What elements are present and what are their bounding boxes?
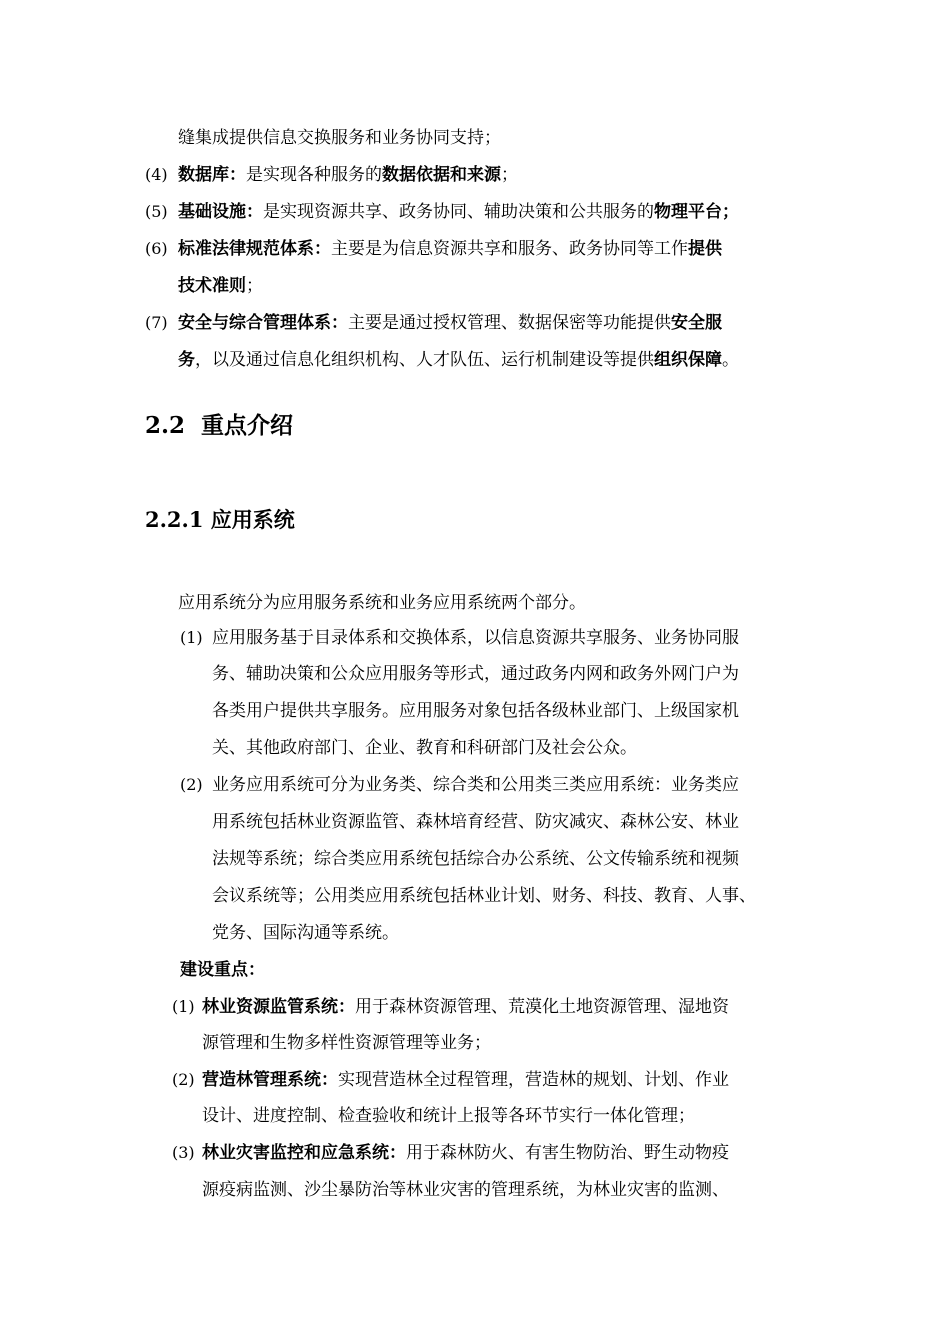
- intro-paragraph: 应用系统分为应用服务系统和业务应用系统两个部分。: [178, 593, 586, 613]
- section-number: 2.2.1: [145, 507, 204, 532]
- term: 基础设施：: [178, 202, 263, 222]
- key-item-line: 设计、进度控制、检查验收和统计上报等各环节实行一体化管理；: [202, 1106, 695, 1126]
- app-item-line: 党务、国际沟通等系统。: [212, 923, 399, 943]
- emphasis: 安全服: [671, 313, 722, 333]
- app-item-line: 应用服务基于目录体系和交换体系，以信息资源共享服务、业务协同服: [212, 628, 739, 648]
- emphasis: 技术准则: [178, 276, 246, 296]
- list-number: (1): [180, 628, 203, 647]
- list-item-standards-cont: [178, 274, 263, 298]
- section-title: 重点介绍: [201, 412, 294, 439]
- section-heading-2-2-1: [145, 506, 295, 534]
- punct: ；: [246, 276, 263, 296]
- section-title: 应用系统: [210, 507, 295, 532]
- desc: 是实现各种服务的: [246, 165, 382, 185]
- term: 安全与综合管理体系：: [178, 313, 348, 333]
- list-item-security: [178, 311, 722, 335]
- key-points-heading: 建设重点：: [180, 960, 265, 980]
- list-number: (4): [145, 165, 168, 184]
- list-number: (7): [145, 313, 168, 332]
- list-number: (6): [145, 239, 168, 258]
- app-item-line: 法规等系统；综合类应用系统包括综合办公系统、公文传输系统和视频: [212, 849, 739, 869]
- list-number: (2): [180, 775, 203, 794]
- key-item-line: [202, 1141, 729, 1165]
- desc: ，以及通过信息化组织机构、人才队伍、运行机制建设等提供: [195, 350, 654, 370]
- term: 标准法律规范体系：: [178, 239, 331, 259]
- app-item-line: 务、辅助决策和公众应用服务等形式，通过政务内网和政务外网门户为: [212, 664, 739, 684]
- list-item-security-cont: [178, 348, 739, 372]
- list-continuation: 缝集成提供信息交换服务和业务协同支持；: [178, 128, 501, 148]
- term: 营造林管理系统：: [202, 1070, 338, 1090]
- term: 林业灾害监控和应急系统：: [202, 1143, 406, 1163]
- desc: 主要是通过授权管理、数据保密等功能提供: [348, 313, 671, 333]
- desc: 主要是为信息资源共享和服务、政务协同等工作: [331, 239, 688, 259]
- emphasis: 务: [178, 350, 195, 370]
- app-item-line: 业务应用系统可分为业务类、综合类和公用类三类应用系统：业务类应: [212, 775, 739, 795]
- list-item-standards: [178, 237, 722, 261]
- emphasis: 组织保障: [654, 350, 722, 370]
- key-item-line: [202, 995, 729, 1019]
- key-item-line: 源疫病监测、沙尘暴防治等林业灾害的管理系统，为林业灾害的监测、: [202, 1180, 729, 1200]
- app-item-line: 会议系统等；公用类应用系统包括林业计划、财务、科技、教育、人事、: [212, 886, 756, 906]
- desc: 用于森林防火、有害生物防治、野生动物疫: [406, 1143, 729, 1163]
- key-item-line: [202, 1068, 729, 1092]
- list-number: (5): [145, 202, 168, 221]
- emphasis: 物理平台；: [654, 202, 739, 222]
- app-item-line: 关、其他政府部门、企业、教育和科研部门及社会公众。: [212, 738, 637, 758]
- list-number: (3): [172, 1143, 195, 1162]
- term: 数据库：: [178, 165, 246, 185]
- emphasis: 提供: [688, 239, 722, 259]
- punct: 。: [722, 350, 739, 370]
- app-item-line: 用系统包括林业资源监管、森林培育经营、防灾减灾、森林公安、林业: [212, 812, 739, 832]
- desc: 实现营造林全过程管理，营造林的规划、计划、作业: [338, 1070, 729, 1090]
- desc: 是实现资源共享、政务协同、辅助决策和公共服务的: [263, 202, 654, 222]
- section-number: 2.2: [145, 412, 186, 439]
- desc: 用于森林资源管理、荒漠化土地资源管理、湿地资: [355, 997, 729, 1017]
- punct: ；: [501, 165, 518, 185]
- section-heading-2-2: [145, 411, 293, 441]
- emphasis: 数据依据和来源: [382, 165, 501, 185]
- list-item-database: [178, 163, 518, 187]
- term: 林业资源监管系统：: [202, 997, 355, 1017]
- list-number: (2): [172, 1070, 195, 1089]
- app-item-line: 各类用户提供共享服务。应用服务对象包括各级林业部门、上级国家机: [212, 701, 739, 721]
- list-item-infrastructure: [178, 200, 739, 224]
- key-item-line: 源管理和生物多样性资源管理等业务；: [202, 1033, 491, 1053]
- list-number: (1): [172, 997, 195, 1016]
